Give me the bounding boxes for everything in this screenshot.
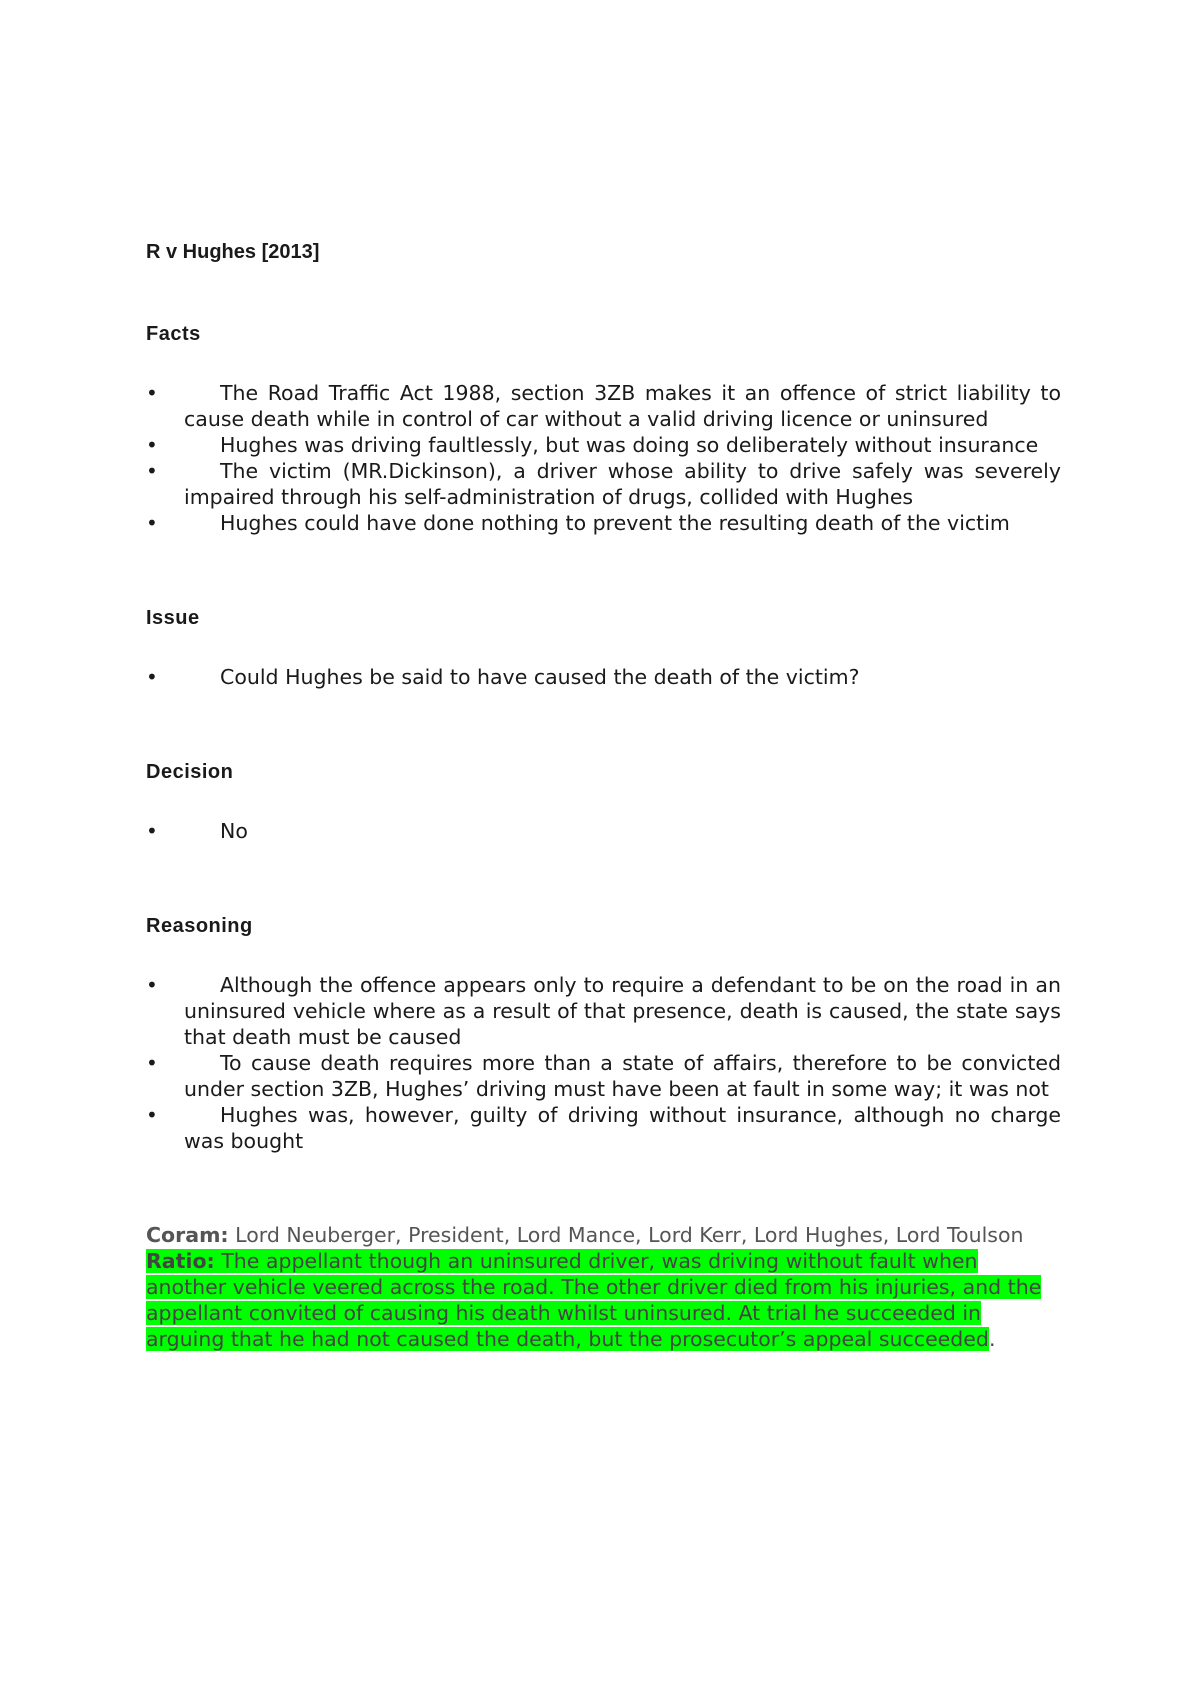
bullet-icon: •	[146, 973, 158, 997]
list-item	[146, 458, 1061, 510]
document-page	[146, 240, 1061, 1352]
decision-list	[146, 818, 1061, 844]
list-item-text: No	[220, 819, 248, 843]
list-item	[146, 818, 1061, 844]
list-item-text: Hughes was driving faultlessly, but was doing so deliberately without insurance	[220, 433, 1039, 457]
list-item-text: Could Hughes be said to have caused the death of the victim?	[220, 665, 860, 689]
list-item-text: Hughes could have done nothing to prevent the resulting death of the victim	[220, 511, 1010, 535]
bullet-icon: •	[146, 433, 158, 457]
reasoning-heading: Reasoning	[146, 915, 253, 937]
ratio-label: Ratio:	[146, 1249, 215, 1273]
bullet-icon: •	[146, 381, 158, 405]
case-title: R v Hughes [2013]	[146, 241, 320, 263]
ratio-highlight	[146, 1249, 1041, 1351]
coram-label: Coram:	[146, 1223, 229, 1247]
coram-paragraph	[146, 1222, 1061, 1248]
ratio-paragraph	[146, 1248, 1046, 1352]
decision-heading: Decision	[146, 761, 234, 783]
coram-text: Lord Neuberger, President, Lord Mance, Lord Kerr, Lord Hughes, Lord Toulson	[228, 1223, 1024, 1247]
facts-list	[146, 380, 1061, 536]
issue-heading: Issue	[146, 607, 200, 629]
bullet-icon: •	[146, 1051, 158, 1075]
list-item	[146, 664, 1061, 690]
facts-heading: Facts	[146, 323, 201, 345]
issue-list	[146, 664, 1061, 690]
list-item-text: Although the offence appears only to require a defendant to be on the road in an uninsured vehicle where as a result of that presence, death is caused, the state says that death must be caused	[184, 973, 1061, 1049]
list-item-text: To cause death requires more than a state of affairs, therefore to be convicted under section 3ZB, Hughes’ driving must have been at fault in some way; it was not	[184, 1051, 1061, 1101]
ratio-trailing: .	[988, 1327, 996, 1351]
list-item	[146, 432, 1061, 458]
list-item	[146, 510, 1061, 536]
bullet-icon: •	[146, 1103, 158, 1127]
bullet-icon: •	[146, 665, 158, 689]
bullet-icon: •	[146, 459, 158, 483]
ratio-text: The appellant though an uninsured driver, was driving without fault when another vehicle veered across the road. The other driver died from his injuries, and the appellant convited of causing his death whilst uninsured. At trial he succeeded in arguing that he had not caused the death, but the prosecutor’s appeal succeeded	[146, 1249, 1042, 1351]
list-item-text: Hughes was, however, guilty of driving without insurance, although no charge was bought	[184, 1103, 1061, 1153]
reasoning-list	[146, 972, 1061, 1154]
list-item	[146, 1050, 1061, 1102]
bullet-icon: •	[146, 511, 158, 535]
list-item	[146, 380, 1061, 432]
list-item	[146, 1102, 1061, 1154]
list-item-text: The victim (MR.Dickinson), a driver whose ability to drive safely was severely impaired through his self-administration of drugs, collided with Hughes	[184, 459, 1061, 509]
bullet-icon: •	[146, 819, 158, 843]
list-item	[146, 972, 1061, 1050]
list-item-text: The Road Traffic Act 1988, section 3ZB makes it an offence of strict liability to cause death while in control of car without a valid driving licence or uninsured	[184, 381, 1061, 431]
